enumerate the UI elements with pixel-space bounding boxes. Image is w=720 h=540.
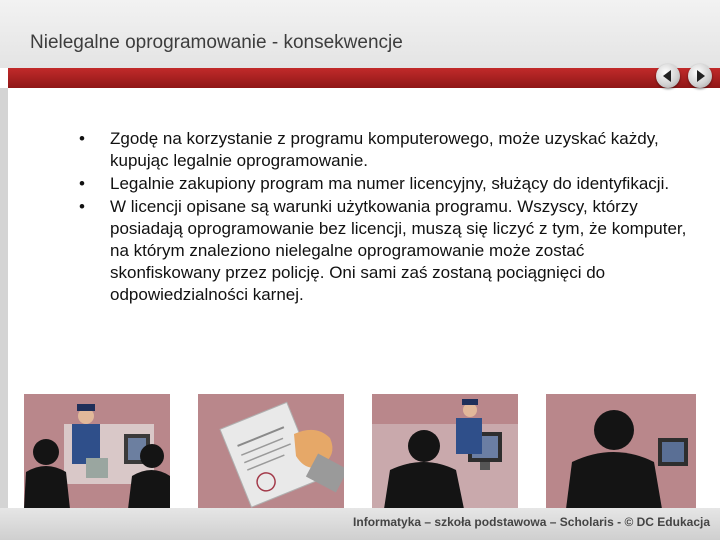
illustration-police-station (24, 394, 170, 509)
bullet-marker: • (79, 174, 85, 193)
bullet-item (75, 196, 695, 306)
slide-footer (0, 508, 720, 540)
bullet-item (75, 173, 695, 195)
bullet-list (75, 128, 695, 307)
left-side-band (0, 88, 8, 540)
bullet-marker: • (79, 197, 85, 216)
bullet-text: W licencji opisane są warunki użytkowania programu. Wszyscy, którzy posiadają oprogramowanie bez licencji, muszą się liczyć z tym, że komputer, na którym znaleziono nielegalne oprogramowanie może zostać skonfiskowany przez policję. Oni sami zaś zostaną pociągnięci do odpowiedzialności karnej. (110, 197, 687, 304)
arrow-left-icon (656, 64, 680, 88)
bullet-item (75, 128, 695, 172)
bullet-marker: • (79, 129, 85, 148)
bullet-text: Zgodę na korzystanie z programu komputerowego, może uzyskać każdy, kupując legalnie oprogramowanie. (110, 129, 659, 170)
bullet-text: Legalnie zakupiony program ma numer licencyjny, służący do identyfikacji. (110, 174, 670, 193)
footer-text: Informatyka – szkoła podstawowa – Scholaris - © DC Edukacja (353, 515, 710, 529)
illustration-computer-check (372, 394, 518, 509)
illustration-license-document (198, 394, 344, 509)
previous-slide-button[interactable] (656, 64, 680, 88)
slide-title: Nielegalne oprogramowanie - konsekwencje (30, 32, 403, 53)
header-accent-band (8, 68, 720, 88)
arrow-right-icon (688, 64, 712, 88)
slide-header (0, 0, 720, 68)
illustration-person-at-monitor (546, 394, 696, 509)
next-slide-button[interactable] (688, 64, 712, 88)
